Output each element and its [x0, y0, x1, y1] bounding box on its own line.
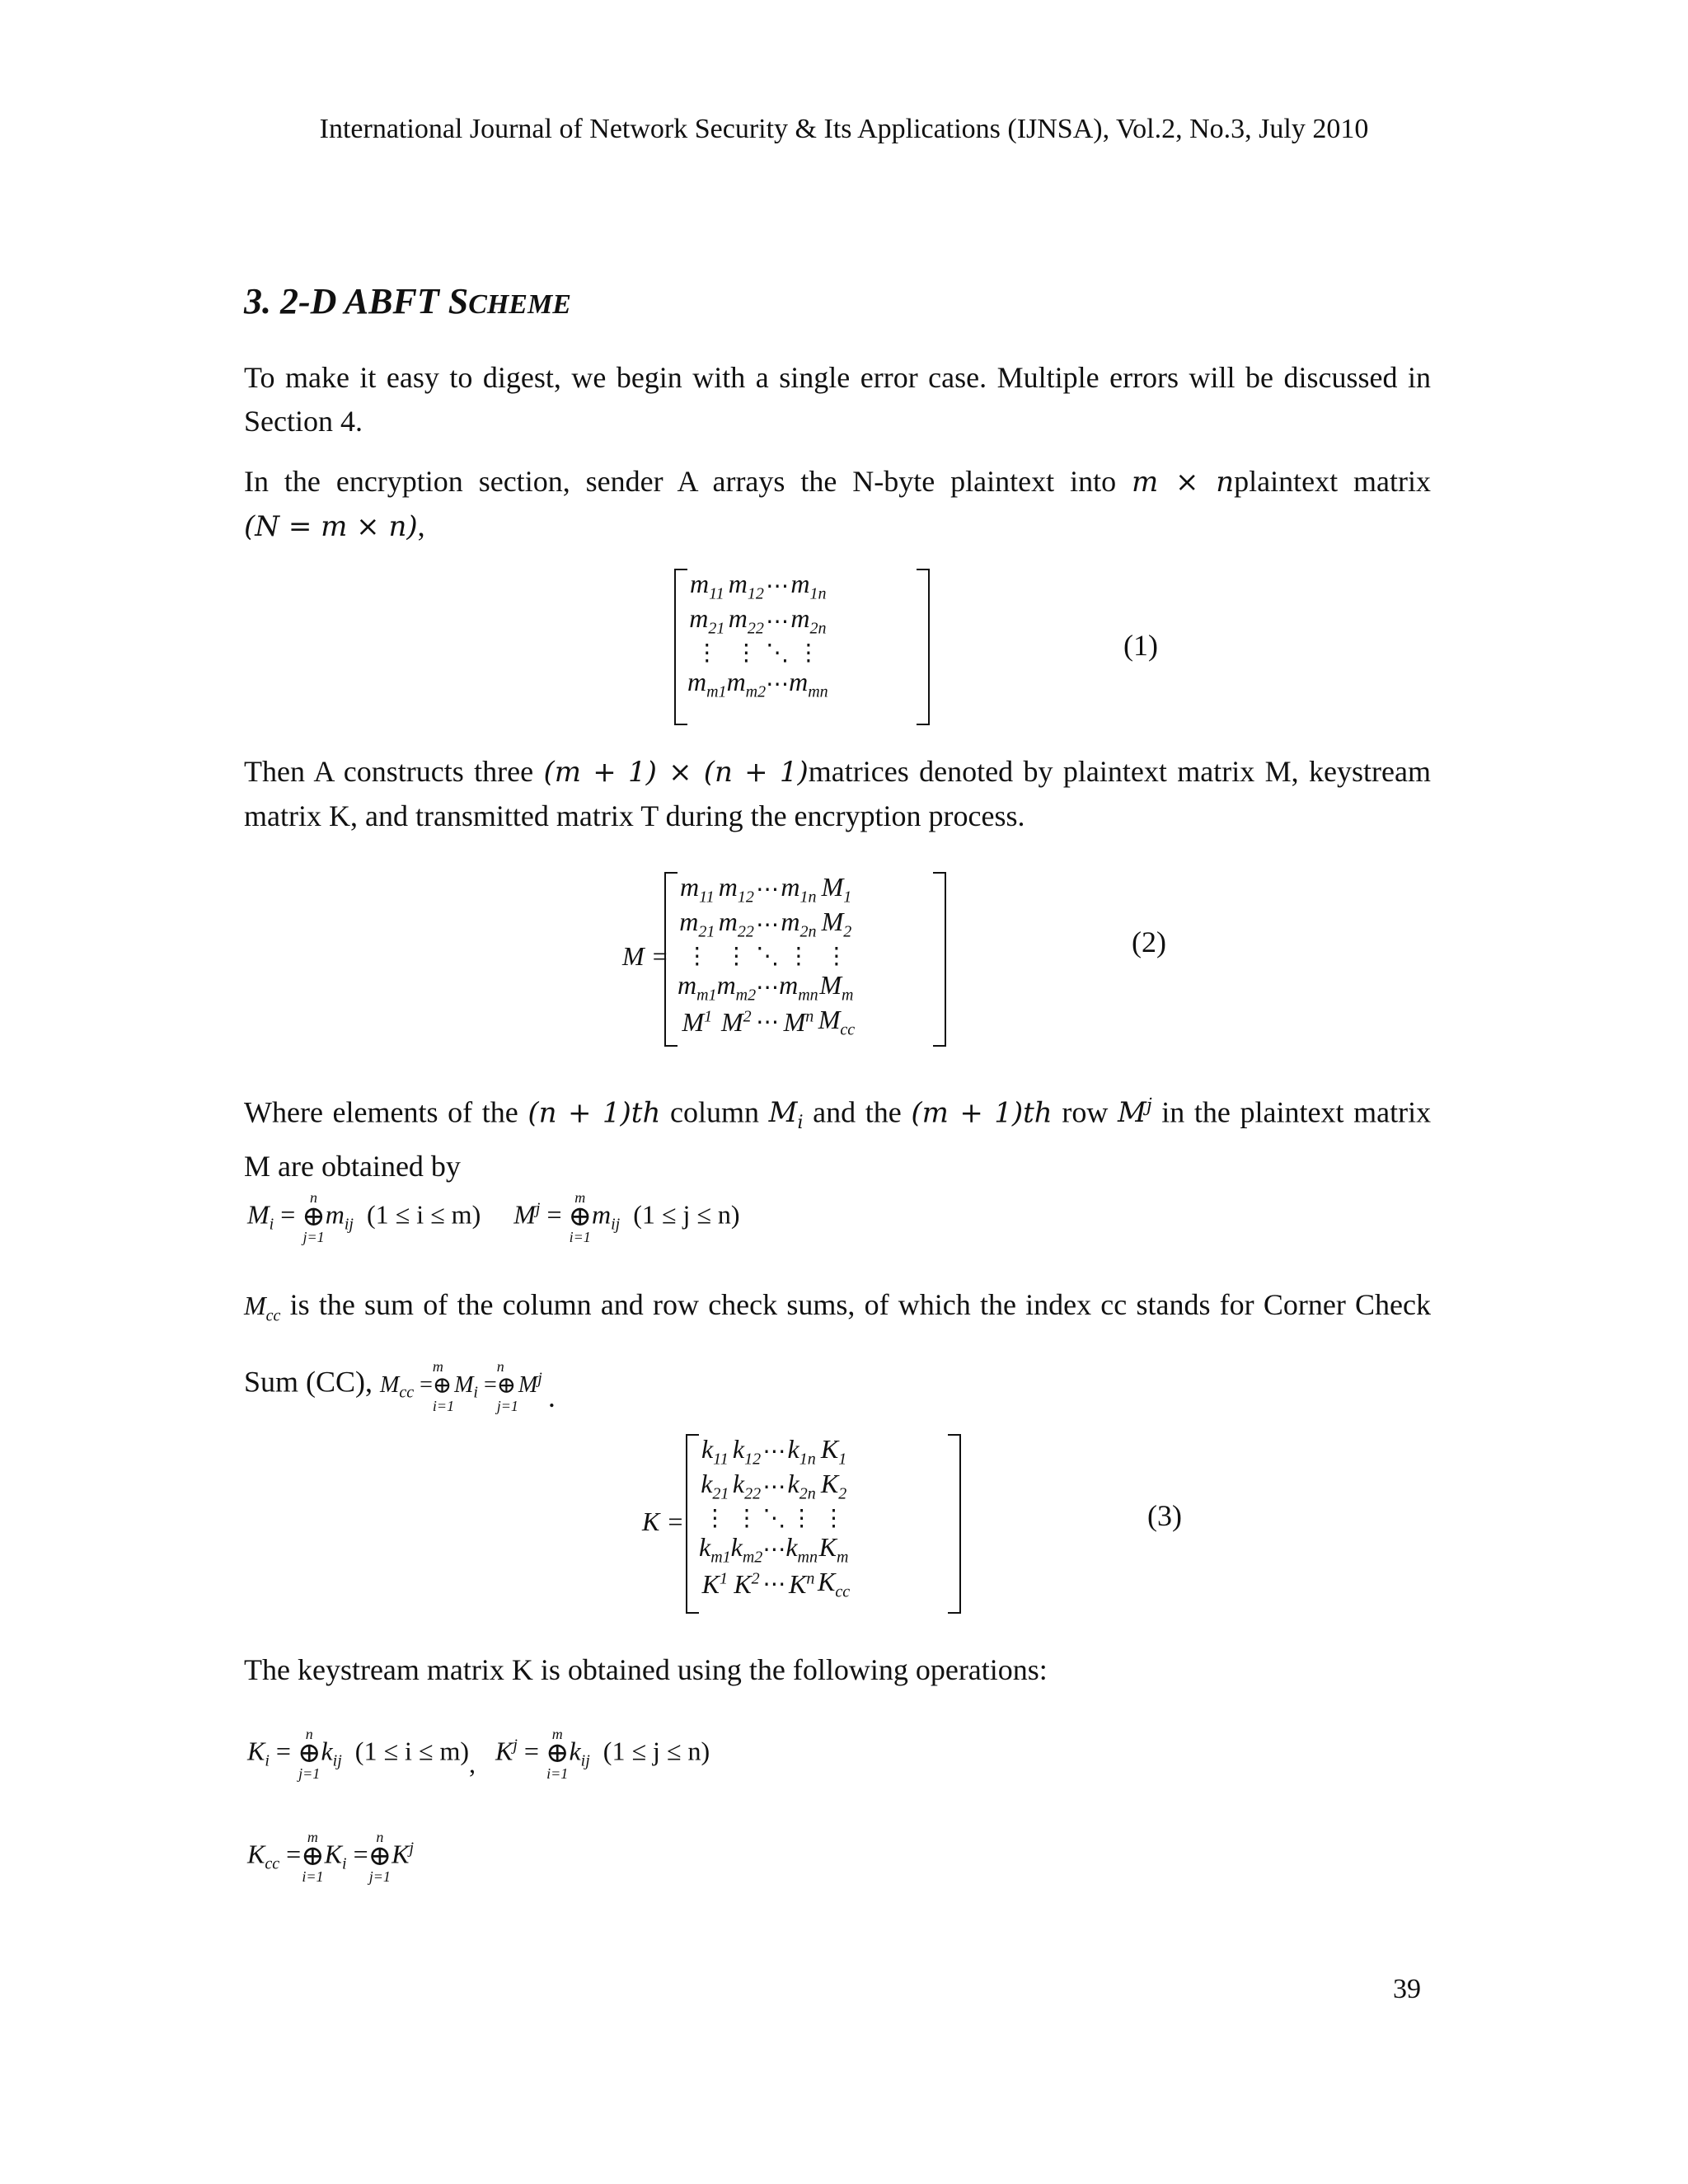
matrix-row: [687, 639, 828, 667]
inline-math: (N = m × n): [244, 510, 418, 543]
matrix-cell: $m_{11}$: [689, 569, 724, 603]
math-subscript: i: [342, 1854, 347, 1873]
oplus-symbol: ⊕: [545, 1738, 570, 1769]
matrix-cell: ⋮: [796, 640, 820, 666]
matrix-cell: ⋯: [766, 608, 790, 635]
bracket-right: [917, 569, 930, 725]
plaintext-matrix-eq1: [674, 569, 930, 725]
matrix-cell: $m_{mn}$: [789, 666, 828, 701]
sum-lower-limit: i=1: [569, 1229, 591, 1245]
inline-math: [1118, 1096, 1152, 1129]
oplus-symbol: ⊕: [432, 1373, 452, 1399]
matrix-row: [678, 907, 855, 941]
math-symbol: M: [768, 1096, 798, 1130]
index-range: (1 ≤ i ≤ m): [367, 1199, 481, 1230]
paragraph-keystream: [244, 1648, 1431, 1692]
sum-lower-limit: i=1: [546, 1765, 569, 1782]
text-run: in the plaintext matrix: [1161, 1095, 1432, 1129]
matrix-cell: $k_{m2}$: [730, 1531, 763, 1567]
sum-upper-limit: n: [305, 1726, 313, 1742]
paragraph-encryption: [244, 460, 1431, 549]
matrix-cell: $M^n$: [783, 1006, 814, 1037]
matrix-row: [699, 1567, 850, 1601]
sum-lower-limit: j=1: [368, 1868, 391, 1885]
math-superscript: j: [537, 1369, 542, 1388]
inline-math: [244, 1291, 281, 1325]
matrix-row: [687, 667, 828, 701]
equals-sign: =: [275, 1736, 291, 1766]
equals-sign: =: [420, 1371, 433, 1398]
matrix-cell: $m_{m1}$: [678, 969, 717, 1005]
text-run: Sum (CC),: [244, 1365, 373, 1399]
matrix-cell: ⋱: [766, 640, 790, 666]
paragraph-line: [244, 1347, 1431, 1423]
index-range: (1 ≤ j ≤ n): [603, 1736, 710, 1766]
text-run: Where elements of the: [244, 1095, 518, 1129]
math-superscript: j: [1146, 1096, 1152, 1117]
math-symbol: M: [244, 1291, 266, 1320]
matrix-cell: $m_{mn}$: [779, 969, 818, 1005]
keystream-matrix-K-eq3: [686, 1434, 961, 1614]
matrix-cell: $k_{1n}$: [787, 1434, 816, 1469]
matrix-cell: $m_{22}$: [728, 603, 764, 638]
xor-sum-operator: [298, 1727, 321, 1781]
matrix-cell: ⋮: [703, 1505, 727, 1531]
math-subscript: ij: [344, 1215, 354, 1234]
inline-math: (m + 1)th: [911, 1096, 1053, 1130]
sum-lower-limit: i=1: [432, 1398, 455, 1415]
math-subscript: cc: [399, 1383, 415, 1402]
oplus-symbol: ⊕: [368, 1841, 392, 1872]
math-subscript: ij: [332, 1751, 342, 1770]
bracket-right: [948, 1434, 961, 1614]
paragraph-line: Section 4.: [244, 405, 363, 438]
matrix-cell: $M^2$: [721, 1006, 752, 1037]
math-symbol: M: [518, 1371, 538, 1398]
matrix-cell: $k_{11}$: [701, 1434, 729, 1469]
text-run: is the sum of the column and row check sums, of which the index cc stands for Corner Check: [289, 1288, 1432, 1321]
matrix-cell: ⋯: [756, 877, 780, 903]
math-superscript: j: [535, 1199, 541, 1218]
matrix-grid: [678, 872, 855, 1040]
matrix-cell: ⋮: [824, 943, 848, 969]
matrix-cell: ⋯: [756, 974, 780, 1001]
matrix-cell: $K^2$: [734, 1568, 760, 1599]
oplus-symbol: ⊕: [301, 1841, 325, 1872]
matrix-row: [678, 942, 855, 970]
text-run: Then A constructs three: [244, 755, 534, 788]
matrix-cell: $M^1$: [682, 1006, 713, 1037]
math-subscript: ij: [611, 1215, 621, 1234]
equation-number-1: (1): [1123, 629, 1158, 662]
paragraph-elements: [244, 1085, 1431, 1188]
matrix-cell: $m_{1n}$: [781, 872, 817, 907]
matrix-cell: ⋯: [756, 1010, 780, 1036]
matrix-cell: $k_{21}$: [701, 1469, 729, 1503]
matrix-cell: $k_{mn}$: [785, 1531, 818, 1567]
xor-sum-operator: [368, 1830, 392, 1884]
matrix-cell: $m_{12}$: [718, 872, 754, 907]
matrix-cell: ⋱: [762, 1505, 786, 1531]
equals-sign: =: [280, 1199, 296, 1230]
matrix-cell: $m_{11}$: [679, 872, 715, 907]
matrix-cell: $k_{2n}$: [787, 1469, 816, 1503]
equals-sign: =: [483, 1371, 497, 1398]
math-symbol: k: [321, 1736, 333, 1766]
matrix-cell: $m_{1n}$: [790, 569, 827, 603]
section-title-main: 2-D ABFT S: [280, 281, 469, 321]
matrix-cell: ⋮: [734, 1505, 758, 1531]
matrix-cell: ⋯: [756, 912, 780, 938]
matrix-cell: $K_m$: [818, 1531, 849, 1567]
math-symbol: m: [325, 1199, 345, 1230]
matrix-cell: ⋯: [766, 574, 790, 600]
running-header: International Journal of Network Security & Its Applications (IJNSA), Vol.2, No.3, July 2010: [319, 114, 1369, 144]
oplus-symbol: ⊕: [302, 1202, 326, 1232]
text-run: matrices denoted by plaintext matrix M, keystream: [808, 755, 1431, 788]
sum-lower-limit: j=1: [496, 1398, 518, 1415]
matrix-cell: $K^n$: [788, 1568, 815, 1599]
bracket-left: [674, 569, 687, 725]
matrix-cell: $m_{2n}$: [781, 907, 817, 941]
matrix-cell: $m_{m1}$: [687, 666, 727, 701]
matrix-cell: $k_{m1}$: [699, 1531, 731, 1567]
math-subscript: ij: [580, 1751, 590, 1770]
matrix-row: [687, 603, 828, 638]
equals-sign: =: [286, 1839, 302, 1869]
matrix-cell: ⋮: [724, 943, 748, 969]
matrix-cell: $K_{cc}$: [817, 1567, 851, 1601]
matrix-grid: [699, 1434, 850, 1602]
math-symbol: m: [591, 1199, 612, 1230]
matrix-row: [678, 970, 855, 1005]
math-symbol: M: [247, 1199, 270, 1230]
math-symbol: K: [247, 1736, 265, 1766]
paragraph-line: [244, 504, 1431, 549]
plaintext-matrix-M-eq2: [664, 872, 946, 1047]
math-symbol: K: [324, 1839, 342, 1869]
math-subscript: i: [265, 1751, 270, 1770]
paragraph-construct: [244, 750, 1431, 838]
matrix-cell: ⋮: [734, 640, 758, 666]
text-run: In the encryption section, sender A arrays the N-byte plaintext into: [244, 465, 1117, 498]
text-run: plaintext matrix: [1234, 465, 1432, 498]
math-subscript: i: [269, 1215, 274, 1234]
comma: ,: [469, 1749, 476, 1779]
matrix-row: [687, 569, 828, 603]
equals-sign: =: [353, 1839, 368, 1869]
math-symbol: M: [513, 1199, 536, 1230]
matrix-cell: $M_2$: [821, 907, 852, 941]
matrix-cell: ⋯: [766, 671, 790, 697]
sum-lower-limit: j=1: [298, 1765, 321, 1782]
inline-math: (n + 1)th: [528, 1096, 661, 1130]
period: .: [547, 1380, 556, 1413]
matrix-grid: [687, 569, 828, 701]
bracket-right: [933, 872, 946, 1047]
section-title: [244, 280, 571, 322]
text-run: ,: [417, 509, 425, 542]
inline-math: (m + 1) × (n + 1): [543, 756, 809, 789]
oplus-symbol: ⊕: [568, 1202, 592, 1232]
sum-lower-limit: j=1: [302, 1229, 325, 1245]
math-subscript: i: [797, 1113, 804, 1134]
paragraph-corner-checksum: [244, 1273, 1431, 1423]
inline-equation-mcc: [380, 1358, 548, 1415]
matrix-row: [678, 1005, 855, 1039]
sum-upper-limit: n: [310, 1189, 318, 1206]
paragraph-line: To make it easy to digest, we begin with a single error case. Multiple errors will be discussed in: [244, 361, 1431, 394]
equation-number-3: (3): [1147, 1499, 1182, 1532]
paragraph-line: [244, 1085, 1431, 1145]
math-subscript: i: [473, 1383, 478, 1402]
index-range: (1 ≤ j ≤ n): [633, 1199, 740, 1230]
inline-math: m × n: [1132, 466, 1235, 499]
matrix-row: [699, 1469, 850, 1503]
matrix-cell: $m_{21}$: [689, 603, 725, 638]
math-subscript: cc: [265, 1306, 281, 1325]
sum-upper-limit: m: [574, 1189, 586, 1206]
paragraph-line: [244, 460, 1431, 504]
sum-upper-limit: m: [307, 1829, 318, 1845]
matrix-cell: ⋮: [685, 943, 709, 969]
paragraph-line: [244, 1273, 1431, 1347]
matrix-cell: $M_1$: [821, 872, 852, 907]
matrix-cell: $m_{m2}$: [726, 666, 767, 701]
equation-kcc: [247, 1830, 414, 1884]
matrix-cell: $m_{21}$: [679, 907, 715, 941]
math-symbol: K: [392, 1839, 410, 1869]
xor-sum-operator: [497, 1359, 518, 1413]
xor-sum-operator: [301, 1830, 325, 1884]
matrix-cell: $m_{2n}$: [790, 603, 827, 638]
math-symbol: M: [1117, 1096, 1146, 1130]
math-symbol: k: [569, 1736, 581, 1766]
index-range: (1 ≤ i ≤ m): [354, 1736, 469, 1766]
matrix-cell: $k_{22}$: [732, 1469, 762, 1503]
sum-lower-limit: i=1: [302, 1868, 324, 1885]
oplus-symbol: ⊕: [496, 1373, 517, 1399]
math-symbol: K: [247, 1839, 265, 1869]
matrix-lhs-K: K =: [642, 1507, 684, 1536]
paragraph-line: The keystream matrix K is obtained using the following operations:: [244, 1653, 1048, 1686]
matrix-cell: ⋮: [786, 943, 810, 969]
matrix-cell: ⋯: [762, 1439, 786, 1465]
oplus-symbol: ⊕: [297, 1738, 321, 1769]
matrix-row: [678, 872, 855, 907]
sum-upper-limit: n: [496, 1358, 504, 1376]
math-symbol: K: [495, 1736, 513, 1766]
matrix-cell: $m_{m2}$: [716, 969, 757, 1005]
math-subscript: cc: [265, 1854, 280, 1873]
sum-upper-limit: m: [551, 1726, 563, 1742]
matrix-cell: ⋱: [756, 943, 780, 969]
xor-sum-operator: [302, 1190, 326, 1244]
matrix-cell: $k_{12}$: [732, 1434, 762, 1469]
xor-sum-operator: [546, 1727, 570, 1781]
matrix-cell: ⋮: [822, 1505, 846, 1531]
text-run: column: [670, 1095, 759, 1129]
paragraph-line: [244, 750, 1431, 794]
matrix-cell: ⋯: [762, 1572, 786, 1598]
matrix-cell: $M_m$: [819, 969, 854, 1005]
equation-keystream-checksums: [247, 1727, 710, 1781]
math-superscript: j: [409, 1839, 415, 1858]
equals-sign: =: [546, 1199, 562, 1230]
sum-upper-limit: n: [376, 1829, 384, 1845]
matrix-row: [699, 1532, 850, 1567]
text-run: and the: [813, 1095, 902, 1129]
text-run: row: [1062, 1095, 1109, 1129]
paragraph-line: matrix K, and transmitted matrix T during the encryption process.: [244, 799, 1025, 832]
matrix-cell: ⋮: [790, 1505, 814, 1531]
matrix-cell: $m_{22}$: [718, 907, 754, 941]
matrix-lhs-M: M =: [622, 941, 669, 971]
matrix-cell: ⋮: [695, 640, 719, 666]
matrix-cell: $M_{cc}$: [818, 1005, 856, 1039]
paragraph-line: M are obtained by: [244, 1150, 461, 1183]
matrix-row: [699, 1504, 850, 1532]
xor-sum-operator: [433, 1359, 454, 1413]
matrix-cell: $m_{12}$: [728, 569, 764, 603]
equation-row-col-checksums: [247, 1190, 740, 1244]
equation-number-2: (2): [1132, 926, 1166, 958]
sum-upper-limit: m: [432, 1358, 443, 1376]
paragraph-intro: [244, 356, 1431, 443]
matrix-cell: ⋯: [762, 1536, 786, 1563]
matrix-cell: $K_1$: [820, 1434, 847, 1469]
bracket-left: [664, 872, 678, 1047]
section-number: 3.: [244, 281, 271, 321]
math-symbol: M: [380, 1371, 400, 1398]
section-title-smallcaps: CHEME: [468, 289, 571, 320]
matrix-cell: $K_2$: [820, 1469, 847, 1503]
xor-sum-operator: [568, 1190, 592, 1244]
matrix-cell: $K^1$: [701, 1568, 728, 1599]
bracket-left: [686, 1434, 699, 1614]
page-number: 39: [1393, 1974, 1421, 2004]
matrix-cell: ⋯: [762, 1474, 786, 1500]
math-symbol: M: [454, 1371, 474, 1398]
math-superscript: j: [513, 1736, 518, 1755]
inline-math: [768, 1096, 804, 1134]
equals-sign: =: [523, 1736, 539, 1766]
matrix-row: [699, 1434, 850, 1469]
